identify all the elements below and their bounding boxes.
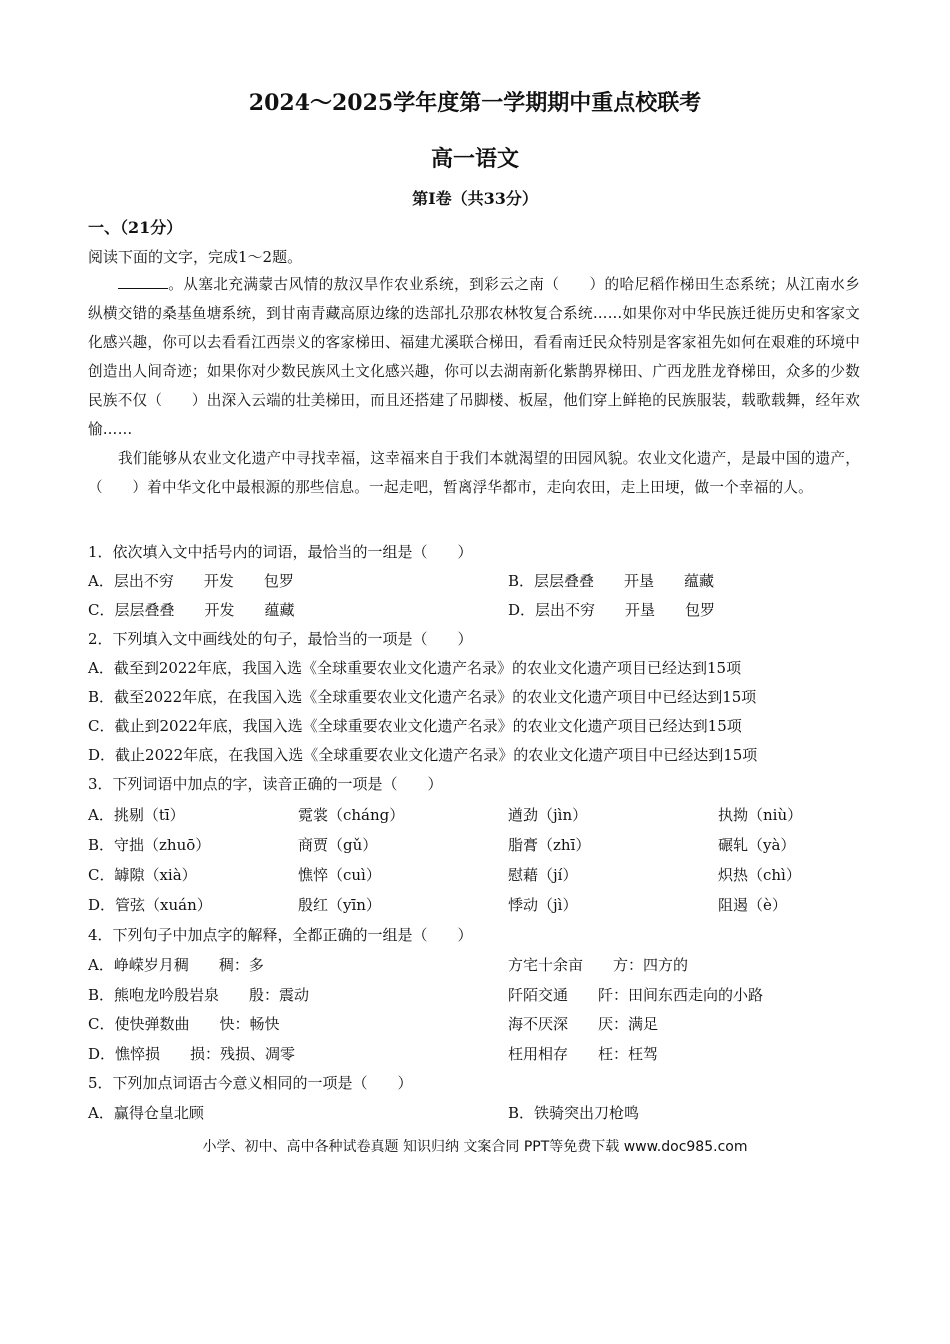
question-2-option-c: C．截止到2022年底，我国入选《全球重要农业文化遗产名录》的农业文化遗产项目已经达到15项 — [88, 717, 742, 735]
definition-item: D．憔悴损 损：残损、凋零 — [88, 1045, 296, 1063]
question-1-options-row-1 — [88, 570, 868, 596]
pinyin-item: 执拗（niù） — [718, 806, 803, 824]
option-a: A．赢得仓皇北顾 — [88, 1104, 204, 1122]
pinyin-item: A．挑剔（tī） — [88, 806, 185, 824]
section-heading: 一、（21分） — [88, 218, 183, 237]
definition-item: 海不厌深 厌：满足 — [508, 1015, 659, 1033]
question-2-option-b: B．截至2022年底，在我国入选《全球重要农业文化遗产名录》的农业文化遗产项目中已经达到15项 — [88, 688, 757, 706]
option-d: D．层出不穷 开垦 包罗 — [508, 601, 716, 619]
passage-text-1: 。从塞北充满蒙古风情的敖汉旱作农业系统，到彩云之南（ ）的哈尼稻作梯田生态系统；从江南水乡纵横交错的桑基鱼塘系统，到甘南青藏高原边缘的迭部扎尕那农林牧复合系统……如果你对中华民族迁徙历史和客家文化感兴趣，你可以去看看江西崇义的客家梯田、福建尤溪联合梯田，看看南迁民众特别是客家祖先如何在艰难的环境中创造出人间奇迹；如果你对少数民族风土文化感兴趣，你可以去湖南新化紫鹊界梯田、广西龙胜龙脊梯田，众多的少数民族不仅（ ）出深入云端的壮美梯田，而且还搭建了吊脚楼、板屋，他们穿上鲜艳的民族服装，载歌载舞，经年欢愉…… — [88, 276, 860, 438]
pinyin-item: 商贾（gǔ） — [298, 836, 378, 854]
question-3-stem: 3．下列词语中加点的字，读音正确的一项是（ ） — [88, 775, 443, 793]
option-a: A．层出不穷 开发 包罗 — [88, 572, 294, 590]
page-footer: 小学、初中、高中各种试卷真题 知识归纳 文案合同 PPT等免费下载 www.doc985.com — [202, 1139, 748, 1155]
subject-title: 高一语文 — [430, 146, 519, 172]
question-5-options-row — [88, 1102, 868, 1128]
question-3-option-row — [88, 804, 868, 830]
pinyin-item: 炽热（chì） — [718, 866, 801, 884]
question-2-option-a: A．截至到2022年底，我国入选《全球重要农业文化遗产名录》的农业文化遗产项目已经达到15项 — [88, 659, 742, 677]
pinyin-item: D．管弦（xuán） — [88, 896, 212, 914]
reading-instruction: 阅读下面的文字，完成1～2题。 — [88, 248, 303, 266]
exam-title: 2024～2025学年度第一学期期中重点校联考 — [248, 90, 702, 116]
question-4-option-row — [88, 984, 868, 1010]
definition-item: 方宅十余亩 方：四方的 — [508, 956, 689, 974]
question-2-option-d: D．截止2022年底，在我国入选《全球重要农业文化遗产名录》的农业文化遗产项目中已经达到15项 — [88, 746, 758, 764]
reading-passage — [88, 270, 860, 502]
question-2-stem: 2．下列填入文中画线处的句子，最恰当的一项是（ ） — [88, 630, 473, 648]
pinyin-item: 殷红（yīn） — [298, 896, 381, 914]
pinyin-item: 霓裳（cháng） — [298, 806, 405, 824]
definition-item: C．使快弹数曲 快：畅快 — [88, 1015, 280, 1033]
pinyin-item: 脂膏（zhī） — [508, 836, 591, 854]
option-b: B．铁骑突出刀枪鸣 — [508, 1104, 640, 1122]
definition-item: A．峥嵘岁月稠 稠：多 — [88, 956, 264, 974]
definition-item: B．熊咆龙吟殷岩泉 殷：震动 — [88, 986, 310, 1004]
underline-blank — [118, 274, 168, 289]
option-c: C．层层叠叠 开发 蕴藏 — [88, 601, 295, 619]
volume-title: 第Ⅰ卷（共33分） — [412, 189, 538, 208]
definition-item: 枉用相存 枉：枉驾 — [508, 1045, 659, 1063]
pinyin-item: B．守拙（zhuō） — [88, 836, 211, 854]
definition-item: 阡陌交通 阡：田间东西走向的小路 — [508, 986, 764, 1004]
pinyin-item: 悸动（jì） — [508, 896, 578, 914]
pinyin-item: 阻遏（è） — [718, 896, 787, 914]
pinyin-item: 慰藉（jí） — [508, 866, 578, 884]
question-3-option-row — [88, 834, 868, 860]
question-3-option-row — [88, 864, 868, 890]
question-1-stem: 1．依次填入文中括号内的词语，最恰当的一组是（ ） — [88, 543, 473, 561]
pinyin-item: C．罅隙（xià） — [88, 866, 197, 884]
option-b: B．层层叠叠 开垦 蕴藏 — [508, 572, 715, 590]
question-4-option-row — [88, 954, 868, 980]
pinyin-item: 憔悴（cuì） — [298, 866, 381, 884]
question-4-stem: 4．下列句子中加点字的解释，全都正确的一组是（ ） — [88, 926, 473, 944]
question-5-stem: 5．下列加点词语古今意义相同的一项是（ ） — [88, 1074, 413, 1092]
pinyin-item: 遒劲（jìn） — [508, 806, 588, 824]
passage-paragraph-1 — [88, 270, 860, 444]
question-4-option-row — [88, 1043, 868, 1069]
question-4-option-row — [88, 1013, 868, 1039]
question-1-options-row-2 — [88, 599, 868, 625]
question-3-option-row — [88, 894, 868, 920]
passage-paragraph-2: 我们能够从农业文化遗产中寻找幸福，这幸福来自于我们本就渴望的田园风貌。农业文化遗产，是最中国的遗产，（ ）着中华文化中最根源的那些信息。一起走吧，暂离浮华都市，走向农田，走上田埂，做一个幸福的人。 — [88, 450, 860, 496]
pinyin-item: 碾轧（yà） — [718, 836, 796, 854]
